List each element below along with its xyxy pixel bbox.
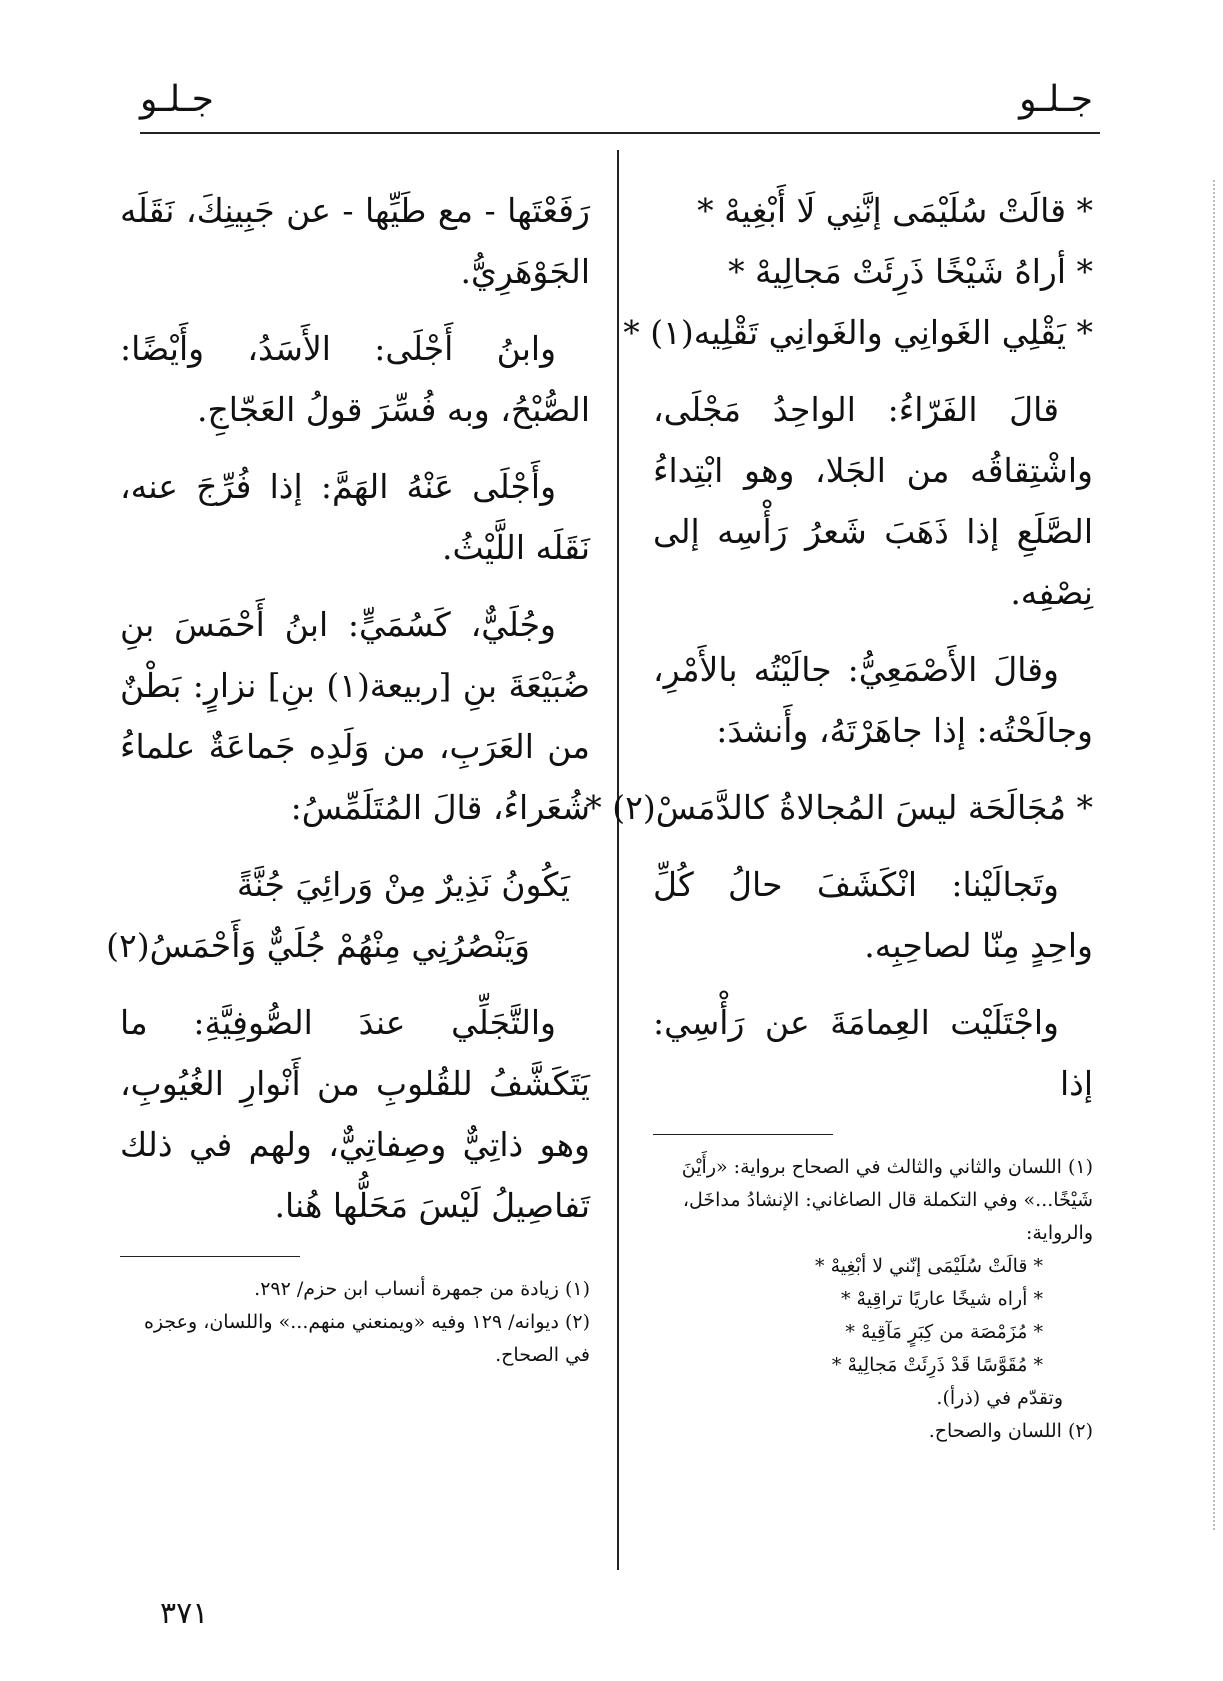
paragraph: وقالَ الأَصْمَعِيُّ: جالَيْتُه بالأَمْرِ، وجالَحْتُه: إذا جاهَرْتَهُ، وأَنشدَ: <box>653 650 1093 750</box>
footnotes <box>653 1151 1093 1448</box>
paragraph: واجْتَلَيْت العِمامَةَ عن رَأْسِي: إذا <box>653 1003 1093 1103</box>
opening-verses <box>623 180 1093 363</box>
footnote: (٢) اللسان والصحاح. <box>928 1420 1093 1442</box>
paragraph: وتَجالَيْنا: انْكَشَفَ حالُ كُلِّ واحِدٍ مِنّا لصاحِبِه. <box>653 865 1093 965</box>
running-header-right: جـلـو <box>1019 79 1093 120</box>
footnotes <box>120 1273 590 1372</box>
footnote-rule <box>120 1256 300 1257</box>
page-number: ٣٧١ <box>160 1596 209 1631</box>
footnote-verse: * مُزَمْصَة من كِبَرٍ مَآقِيهْ * <box>845 1321 1043 1343</box>
paragraph: وأَجْلَى عَنْهُ الهَمَّ: إذا فُرِّجَ عنه، نَقَلَه اللَّيْثُ. <box>120 467 590 567</box>
right-column <box>585 180 1093 1448</box>
quoted-verse-block <box>585 777 1093 838</box>
footnote-rule <box>653 1134 833 1135</box>
column-divider <box>617 150 619 1570</box>
footnote-verse: * أراه شيخًا عاريًا تراقِيهْ * <box>840 1288 1043 1310</box>
footnote-continuation: وتقدّم في (ذرأ). <box>936 1387 1063 1409</box>
footnote: (١) زيادة من جمهرة أنساب ابن حزم/ ٢٩٢. <box>254 1278 590 1300</box>
paragraph: قالَ الفَرّاءُ: الواحِدُ مَجْلَى، واشْتِقاقُه من الجَلا، وهو ابْتِداءُ الصَّلَعِ إذا ذَهَبَ شَعرُ رَأْسِه إلى نِصْفِه. <box>653 390 1093 612</box>
footnote-verse: * قالَتْ سُلَيْمَى إنّني لا أبْغِيهْ * <box>815 1255 1043 1277</box>
scan-edge-marks <box>1211 180 1215 1530</box>
footnote-verse: * مُقَوَّسًا قَدْ ذَرِئَتْ مَجالِيهْ * <box>831 1354 1043 1376</box>
poem-hemistich-1: يَكُونُ نَذِيرٌ مِنْ وَرائِيَ جُنَّةً <box>236 865 570 904</box>
poem-hemistich-2: وَيَنْصُرُنِي مِنْهُمْ جُلَيٌّ وَأَحْمَسُ(٢) <box>106 926 530 965</box>
verse-line: * أراهُ شَيْخًا ذَرِئَتْ مَجالِيهْ * <box>728 252 1093 291</box>
poem <box>106 854 590 976</box>
header-rule <box>140 132 1100 134</box>
footnote: (١) اللسان والثاني والثالث في الصحاح برواية: «رأَيْنَ شَيْخًا...» وفي التكملة قال الصاغاني: الإنشادُ مداخَل، والرواية: <box>681 1156 1093 1244</box>
running-header-left: جـلـو <box>140 79 214 120</box>
paragraph: رَفَعْتَها - مع طَيِّها - عن جَبِينِكَ، نَقَلَه الجَوْهَرِيُّ. <box>120 191 590 291</box>
verse-line: * مُجَالَحَة ليسَ المُجالاةُ كالدَّمَسْ(٢) * <box>585 788 1093 827</box>
paragraph: والتَّجَلِّي عندَ الصُّوفِيَّةِ: ما يَتَكَشَّفُ للقُلوبِ من أَنْوارِ الغُيُوبِ، وهو ذاتِيٌّ وصِفاتِيٌّ، ولهم في ذلك تَفاصِيلُ لَيْسَ مَحَلُّها هُنا. <box>120 1003 590 1225</box>
verse-line: * يَقْلِي الغَوانِي والغَوانِي تَقْلِيه(١) * <box>623 313 1093 352</box>
footnote: (٢) ديوانه/ ١٢٩ وفيه «ويمنعني منهم...» واللسان، وعجزه في الصحاح. <box>143 1311 590 1366</box>
paragraph: وجُلَيٌّ، كَسُمَيٍّ: ابنُ أَحْمَسَ بنِ ضُبَيْعَةَ بنِ [ربيعة(١) بنِ] نزارٍ: بَطْنٌ من العَرَبِ، من وَلَدِه جَماعَةٌ علماءُ شُعَراءُ، قالَ المُتَلَمِّسُ: <box>120 605 590 827</box>
verse-line: * قالَتْ سُلَيْمَى إنَّنِي لَا أَبْغِيهْ * <box>697 191 1093 230</box>
left-column <box>106 180 590 1372</box>
paragraph: وابنُ أَجْلَى: الأَسَدُ، وأَيْضًا: الصُّبْحُ، وبه فُسِّرَ قولُ العَجّاجِ. <box>120 329 590 429</box>
